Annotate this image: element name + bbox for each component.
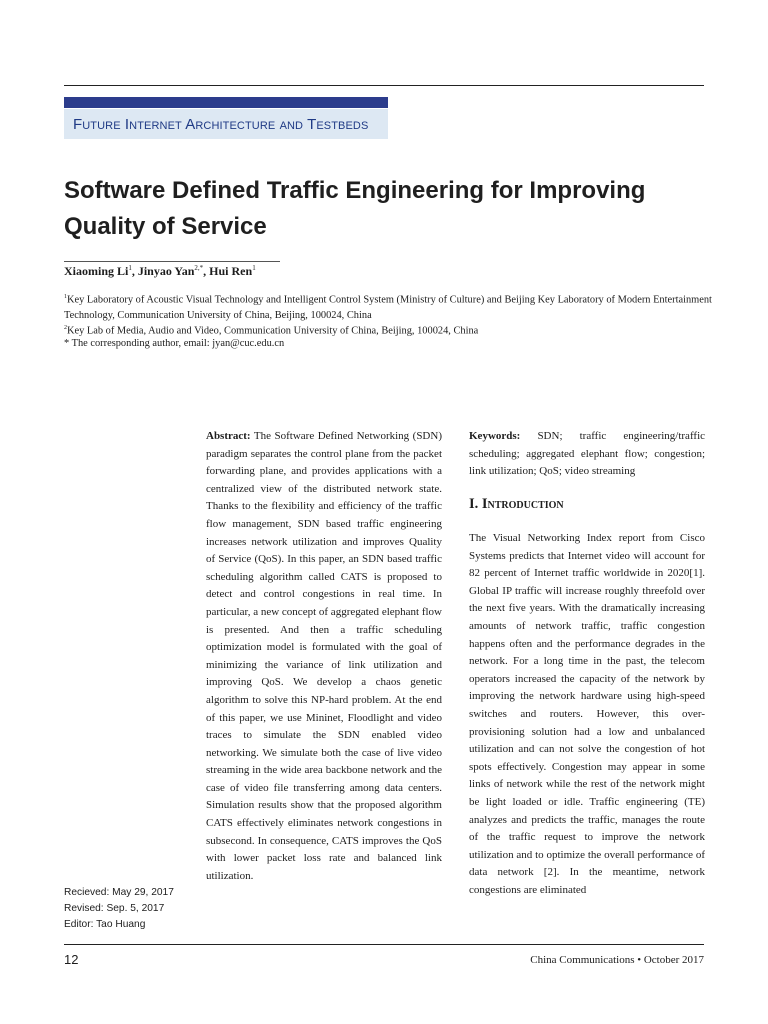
paper-title: Software Defined Traffic Engineering for Improving Quality of Service [64, 177, 646, 240]
keywords-label: Keywords: [469, 430, 521, 442]
author-sup: 1 [128, 264, 132, 272]
title-divider [64, 261, 280, 262]
corresponding-author: * The corresponding author, email: jyan@cuc.edu.cn [64, 338, 285, 349]
keywords-text: SDN; traffic engineering/traffic scheduling; aggregated elephant flow; congestion; link utilization; QoS; video streaming [469, 430, 706, 478]
author-name: Xiaoming Li [64, 264, 129, 278]
footer-rule [64, 944, 704, 945]
author-name: Hui Ren [209, 264, 253, 278]
author-sup: 2,* [194, 264, 204, 272]
journal-info: China Communications • October 2017 [530, 954, 704, 966]
abstract-label: Abstract: [206, 430, 251, 442]
author-list: Xiaoming Li$^1$, Jinyao Yan$^{2,*}$, Hui Ren$^1$ [64, 264, 256, 278]
article-dates [64, 885, 174, 933]
affiliation-text: Key Lab of Media, Audio and Video, Communication University of China, Beijing, 100024, China [67, 325, 479, 337]
received-date: Recieved: May 29, 2017 [64, 887, 174, 898]
section-accent-bar [64, 97, 388, 108]
introduction-body: The Visual Networking Index report from Cisco Systems predicts that Internet video will account for 82 percent of Internet traffic worldwide in 2020[1]. Global IP traffic will increase roughly threefold over the next five years. With the dramatically increasing amounts of network traffic, traffic congestion happens often and the performance degrades in the network. For a long time in the past, the telecom operators increased the capacity of the network by improving the network hardware using high-speed switches and routers. However, this over-provisioning solution had a low and unbalanced utilization and can not solve the congestion of hot spots effectively. Congestion may appear in some links of network while the rest of the network might be light loaded or idle. Traffic engineering (TE) analyzes and predicts the traffic, manages the route of the traffic request to improve the network utilization and to optimize the overall performance of data network [2]. In the meantime, network congestions are eliminated [469, 532, 705, 896]
revised-date: Revised: Sep. 5, 2017 [64, 903, 165, 914]
keywords [469, 428, 705, 481]
header-rule [64, 85, 704, 86]
affiliation-text: Key Laboratory of Acoustic Visual Technology and Intelligent Control System (Ministry of Culture) and Beijing Key Laboratory of Modern Entertainment Technology, Communication University of China, Beijing, 100024, China [64, 294, 712, 322]
abstract-text: The Software Defined Networking (SDN) paradigm separates the control plane from the packet forwarding plane, and provides applications with a centralized view of the distributed network state. Thanks to the flexibility and efficiency of the traffic flow management, SDN based traffic engineering increases network utilization and improves Quality of Service (QoS). In this paper, an SDN based traffic scheduling algorithm called CATS is proposed to detect and control congestions in real time. In particular, a new concept of aggregated elephant flow is presented. And then a traffic scheduling optimization model is formulated with the goal of minimizing the variance of link utilization and improving QoS. We develop a chaos genetic algorithm to solve this NP-hard problem. At the end of this paper, we use Mininet, Floodlight and video traces to simulate the SDN enabled video networking. We simulate both the case of live video streaming in the wide area backbone network and the case of video file transferring among data centers. Simulation results show that the proposed algorithm CATS effectively eliminates network congestions in subsecond. In consequence, CATS improves the QoS with lower packet loss rate and balanced link utilization. [206, 430, 442, 882]
section-heading-introduction: I. Introduction [469, 496, 564, 512]
affiliation-sup: 2 [64, 325, 67, 331]
affiliation-sup: 1 [64, 294, 67, 300]
page-number: 12 [64, 952, 79, 967]
editor: Editor: Tao Huang [64, 919, 146, 930]
section-label: Future Internet Architecture and Testbeds [73, 116, 369, 133]
abstract [206, 428, 442, 885]
author-sup: 1 [252, 264, 256, 272]
author-name: Jinyao Yan [137, 264, 195, 278]
